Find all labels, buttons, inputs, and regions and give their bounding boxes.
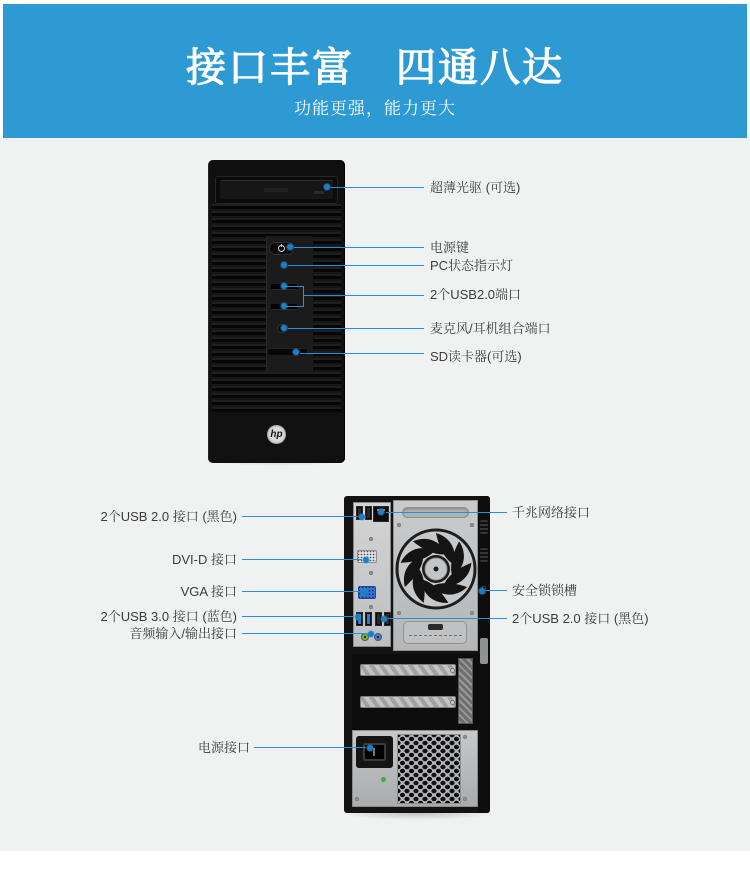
screw xyxy=(470,611,474,615)
rear-usb3-port-2 xyxy=(365,612,372,626)
screw xyxy=(463,797,467,801)
callout-line xyxy=(242,516,358,517)
screw xyxy=(369,605,373,609)
callout-label-front-usb: 2个USB2.0端口 xyxy=(430,287,522,302)
callout-dot xyxy=(355,614,361,620)
callout-label-sd-reader: SD读卡器(可选) xyxy=(430,349,522,364)
callout-label-headset-jack: 麦克风/耳机组合端口 xyxy=(430,321,551,336)
callout-label-optical-drive: 超薄光驱 (可选) xyxy=(430,180,521,195)
callout-label-usb3: 2个USB 3.0 接口 (蓝色) xyxy=(100,609,237,624)
optical-drive-eject-button xyxy=(314,191,324,194)
psu-vent-grille xyxy=(397,734,461,804)
front-io-column xyxy=(266,236,313,372)
power-inlet xyxy=(356,736,393,768)
page-title: 接口丰富 四通八达 xyxy=(186,46,564,90)
callout-line xyxy=(288,328,424,329)
expansion-slot-cover xyxy=(360,664,456,676)
callout-label-rear-usb2-right: 2个USB 2.0 接口 (黑色) xyxy=(512,611,649,626)
screw xyxy=(355,797,359,801)
screw xyxy=(369,571,373,575)
callout-line xyxy=(288,265,424,266)
callout-line xyxy=(386,512,507,513)
slot-retention-bracket xyxy=(458,658,473,724)
audio-in-jack xyxy=(374,633,382,641)
callout-dot xyxy=(281,262,287,268)
screw xyxy=(470,523,474,527)
callout-label-vga: VGA 接口 xyxy=(180,584,237,599)
callout-dot xyxy=(367,745,373,751)
panel-latch xyxy=(403,621,467,644)
thumbscrew xyxy=(480,520,488,534)
callout-label-power-button: 电源键 xyxy=(430,240,470,255)
psu-led xyxy=(381,777,386,782)
latch-guide xyxy=(409,635,462,636)
callout-line xyxy=(300,353,424,354)
rear-usb2-port-2 xyxy=(365,506,372,520)
latch-handle xyxy=(428,624,443,630)
expansion-slot-cover xyxy=(360,696,456,708)
front-bottom-bezel xyxy=(211,412,342,460)
optical-drive xyxy=(215,176,338,204)
hp-logo: hp xyxy=(267,425,286,444)
callout-line xyxy=(294,247,424,248)
callout-label-dvi: DVI-D 接口 xyxy=(171,552,237,567)
callout-label-ethernet: 千兆网络接口 xyxy=(512,505,591,520)
callout-dot xyxy=(479,588,485,594)
callout-dot xyxy=(281,325,287,331)
front-tower-image xyxy=(208,160,345,463)
callout-dot xyxy=(359,514,365,520)
thumbscrew xyxy=(480,548,488,562)
power-supply xyxy=(352,730,478,807)
callout-line xyxy=(254,747,366,748)
screw xyxy=(397,523,401,527)
rear-side-edge xyxy=(478,496,490,813)
exhaust-fan xyxy=(395,528,477,610)
optical-drive-face xyxy=(220,180,333,199)
callout-dot xyxy=(361,589,367,595)
callout-label-power-inlet: 电源接口 xyxy=(197,740,250,755)
callout-line xyxy=(242,616,354,617)
callout-line xyxy=(303,295,424,296)
callout-label-status-led: PC状态指示灯 xyxy=(430,258,514,273)
rear-tower-image xyxy=(344,496,490,813)
callout-line xyxy=(284,286,303,287)
banner xyxy=(3,4,747,138)
callout-line xyxy=(242,633,367,634)
power-icon xyxy=(278,245,285,252)
screw xyxy=(369,537,373,541)
rear-io-panel xyxy=(353,502,391,647)
callout-line xyxy=(242,559,362,560)
screw xyxy=(397,611,401,615)
rear-fan-plate xyxy=(393,500,478,651)
callout-dot xyxy=(381,616,387,622)
power-inlet-pin xyxy=(373,748,375,756)
callout-label-rear-usb2: 2个USB 2.0 接口 (黑色) xyxy=(100,509,237,524)
screw xyxy=(463,735,467,739)
optical-drive-slot xyxy=(264,188,288,192)
callout-dot xyxy=(287,244,293,250)
callout-line xyxy=(486,590,507,591)
side-panel-latch xyxy=(480,638,488,664)
callout-dot xyxy=(363,557,369,563)
callout-label-security-lock: 安全锁锁槽 xyxy=(512,583,578,598)
callout-bracket xyxy=(303,286,304,307)
callout-dot xyxy=(378,509,384,515)
callout-line xyxy=(242,591,360,592)
callout-dot xyxy=(293,349,299,355)
callout-dot xyxy=(324,184,330,190)
page-subtitle: 功能更强，能力更大 xyxy=(294,99,456,118)
callout-label-audio: 音频输入/输出接口 xyxy=(129,626,237,641)
callout-line xyxy=(284,306,303,307)
callout-line xyxy=(388,618,507,619)
expansion-slot-zone xyxy=(352,654,478,730)
callout-dot xyxy=(368,631,374,637)
callout-line xyxy=(331,187,424,188)
